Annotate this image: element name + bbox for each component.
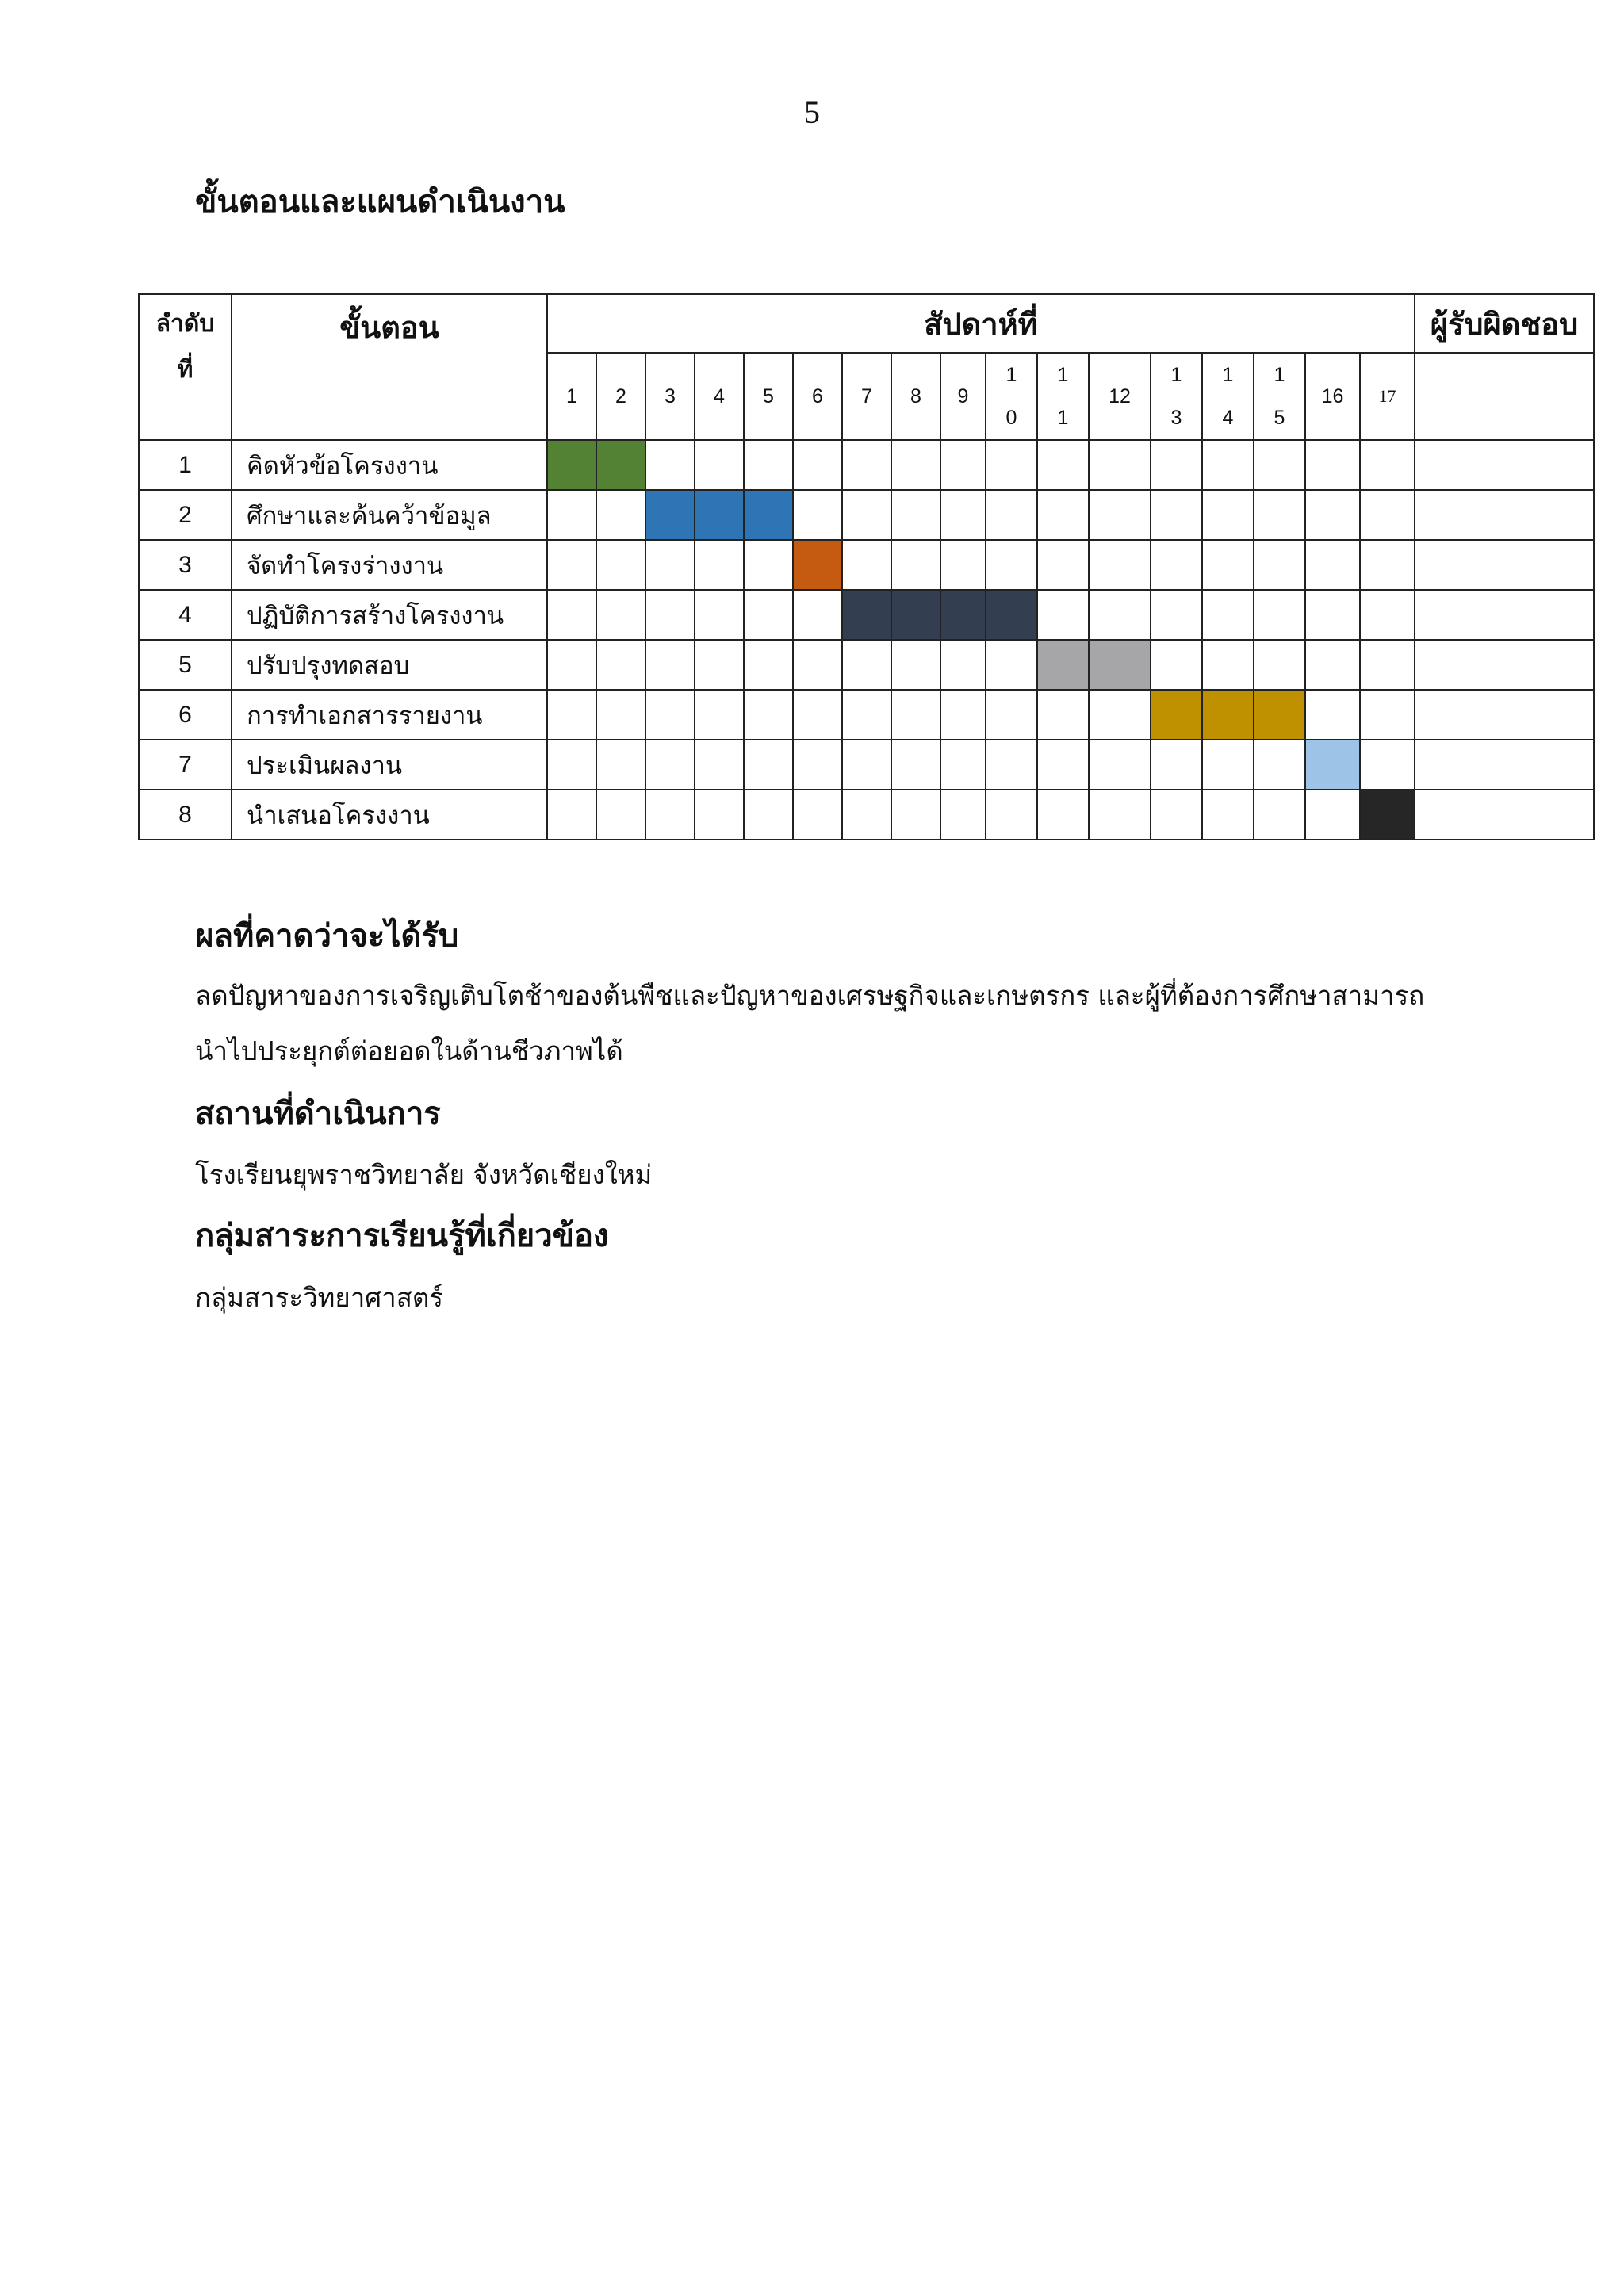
week-cell: [986, 540, 1037, 590]
week-header-6: 6: [793, 353, 842, 440]
week-cell: [986, 690, 1037, 740]
week-cell: [1254, 790, 1305, 840]
week-cell: [744, 440, 793, 490]
week-cell: [1037, 740, 1089, 790]
week-cell: [1360, 740, 1415, 790]
week-cell: [891, 640, 940, 690]
week-cell: [1089, 540, 1151, 590]
week-cell: [1151, 740, 1202, 790]
header-responsible-empty: [1415, 353, 1594, 440]
row-number: 3: [139, 540, 232, 590]
week-cell: [1254, 540, 1305, 590]
week-cell: [793, 640, 842, 690]
week-cell: [940, 640, 986, 690]
week-cell: [1202, 590, 1254, 640]
week-cell: [842, 790, 891, 840]
week-cell: [891, 440, 940, 490]
week-cell: [596, 740, 645, 790]
schedule-table: [138, 293, 1595, 840]
row-number: 6: [139, 690, 232, 740]
location-heading: สถานที่ดำเนินการ: [195, 1096, 441, 1132]
week-cell: [986, 790, 1037, 840]
plan-heading: ขั้นตอนและแผนดำเนินงาน: [195, 184, 565, 220]
table-row: [139, 440, 1594, 490]
week-cell: [645, 540, 695, 590]
week-cell: [1037, 790, 1089, 840]
week-cell: [1151, 490, 1202, 540]
row-number: 2: [139, 490, 232, 540]
week-cell: [695, 790, 744, 840]
week-cell: [596, 490, 645, 540]
responsible-cell: [1415, 490, 1594, 540]
week-header-11: 1 1: [1037, 353, 1089, 440]
week-cell: [1254, 640, 1305, 690]
week-cell: [891, 790, 940, 840]
week-cell: [695, 690, 744, 740]
location-text: โรงเรียนยุพราชวิทยาลัย จังหวัดเชียงใหม่: [195, 1159, 653, 1190]
header-weeks: สัปดาห์ที่: [547, 294, 1415, 353]
gantt-bar-cell: [645, 490, 695, 540]
week-cell: [1089, 490, 1151, 540]
responsible-cell: [1415, 790, 1594, 840]
week-cell: [940, 740, 986, 790]
gantt-bar-cell: [1202, 690, 1254, 740]
week-header-7: 7: [842, 353, 891, 440]
week-cell: [547, 690, 596, 740]
week-cell: [793, 740, 842, 790]
week-cell: [1360, 690, 1415, 740]
week-header-3: 3: [645, 353, 695, 440]
week-cell: [940, 790, 986, 840]
row-step: ปฏิบัติการสร้างโครงงาน: [232, 590, 547, 640]
week-cell: [1089, 690, 1151, 740]
row-number: 7: [139, 740, 232, 790]
gantt-bar-cell: [986, 590, 1037, 640]
week-cell: [940, 440, 986, 490]
week-cell: [842, 640, 891, 690]
week-cell: [891, 540, 940, 590]
week-cell: [793, 590, 842, 640]
week-cell: [1151, 540, 1202, 590]
week-cell: [1360, 540, 1415, 590]
week-cell: [596, 540, 645, 590]
week-cell: [1305, 640, 1360, 690]
week-cell: [1305, 540, 1360, 590]
week-header-4: 4: [695, 353, 744, 440]
row-number: 8: [139, 790, 232, 840]
week-cell: [744, 690, 793, 740]
gantt-bar-cell: [744, 490, 793, 540]
week-cell: [1151, 590, 1202, 640]
week-cell: [842, 740, 891, 790]
week-cell: [986, 490, 1037, 540]
page-number: 5: [804, 94, 820, 130]
gantt-bar-cell: [1151, 690, 1202, 740]
week-cell: [547, 490, 596, 540]
week-cell: [547, 740, 596, 790]
week-cell: [744, 590, 793, 640]
table-row: [139, 490, 1594, 540]
row-step: นำเสนอโครงงาน: [232, 790, 547, 840]
week-cell: [596, 790, 645, 840]
gantt-bar-cell: [1360, 790, 1415, 840]
week-cell: [695, 740, 744, 790]
week-cell: [1360, 640, 1415, 690]
week-cell: [1202, 740, 1254, 790]
week-cell: [891, 740, 940, 790]
week-cell: [645, 790, 695, 840]
week-cell: [1151, 790, 1202, 840]
week-cell: [1305, 490, 1360, 540]
row-number: 4: [139, 590, 232, 640]
week-cell: [1037, 590, 1089, 640]
week-cell: [1202, 640, 1254, 690]
week-cell: [645, 740, 695, 790]
week-cell: [645, 640, 695, 690]
expected-results-line1: ลดปัญหาของการเจริญเติบโตช้าของต้นพืชและปัญหาของเศรษฐกิจและเกษตรกร และผู้ที่ต้องการศึกษาสามารถ: [195, 980, 1425, 1011]
row-step: ศึกษาและค้นคว้าข้อมูล: [232, 490, 547, 540]
table-row: [139, 690, 1594, 740]
row-step: การทำเอกสารรายงาน: [232, 690, 547, 740]
week-cell: [940, 490, 986, 540]
week-cell: [842, 540, 891, 590]
week-header-8: 8: [891, 353, 940, 440]
week-cell: [596, 640, 645, 690]
responsible-cell: [1415, 590, 1594, 640]
week-cell: [986, 640, 1037, 690]
week-cell: [695, 440, 744, 490]
week-header-16: 16: [1305, 353, 1360, 440]
gantt-bar-cell: [1305, 740, 1360, 790]
gantt-bar-cell: [940, 590, 986, 640]
gantt-bar-cell: [695, 490, 744, 540]
gantt-bar-cell: [547, 440, 596, 490]
week-cell: [645, 440, 695, 490]
week-cell: [547, 640, 596, 690]
week-cell: [744, 540, 793, 590]
week-cell: [645, 690, 695, 740]
week-cell: [547, 790, 596, 840]
week-cell: [986, 740, 1037, 790]
week-header-5: 5: [744, 353, 793, 440]
week-header-15: 1 5: [1254, 353, 1305, 440]
week-cell: [1360, 490, 1415, 540]
week-cell: [645, 590, 695, 640]
row-number: 1: [139, 440, 232, 490]
expected-results-line2: นำไปประยุกต์ต่อยอดในด้านชีวภาพได้: [195, 1035, 623, 1066]
week-cell: [695, 540, 744, 590]
week-cell: [986, 440, 1037, 490]
week-cell: [1254, 490, 1305, 540]
row-number: 5: [139, 640, 232, 690]
week-cell: [547, 540, 596, 590]
week-cell: [1151, 640, 1202, 690]
gantt-bar-cell: [1089, 640, 1151, 690]
week-header-17: 17: [1360, 353, 1415, 440]
gantt-bar-cell: [891, 590, 940, 640]
week-header-1: 1: [547, 353, 596, 440]
gantt-bar-cell: [793, 540, 842, 590]
week-cell: [940, 540, 986, 590]
week-cell: [1037, 540, 1089, 590]
responsible-cell: [1415, 740, 1594, 790]
week-cell: [1037, 440, 1089, 490]
week-header-2: 2: [596, 353, 645, 440]
learning-area-heading: กลุ่มสาระการเรียนรู้ที่เกี่ยวข้อง: [195, 1218, 609, 1254]
week-cell: [1305, 790, 1360, 840]
week-cell: [1037, 690, 1089, 740]
week-cell: [793, 440, 842, 490]
learning-area-text: กลุ่มสาระวิทยาศาสตร์: [195, 1282, 444, 1313]
row-step: จัดทำโครงร่างงาน: [232, 540, 547, 590]
gantt-bar-cell: [842, 590, 891, 640]
week-cell: [744, 790, 793, 840]
week-header-12: 12: [1089, 353, 1151, 440]
week-cell: [1089, 440, 1151, 490]
responsible-cell: [1415, 440, 1594, 490]
week-cell: [1305, 590, 1360, 640]
week-header-13: 1 3: [1151, 353, 1202, 440]
week-cell: [793, 490, 842, 540]
week-cell: [842, 690, 891, 740]
table-row: [139, 740, 1594, 790]
week-cell: [596, 690, 645, 740]
table-row: [139, 640, 1594, 690]
week-cell: [695, 640, 744, 690]
week-cell: [1360, 590, 1415, 640]
week-cell: [744, 740, 793, 790]
week-cell: [1254, 590, 1305, 640]
header-responsible: ผู้รับผิดชอบ: [1415, 294, 1594, 353]
week-header-14: 1 4: [1202, 353, 1254, 440]
week-cell: [1151, 440, 1202, 490]
week-cell: [695, 590, 744, 640]
week-cell: [547, 590, 596, 640]
week-cell: [1202, 790, 1254, 840]
week-cell: [1305, 690, 1360, 740]
table-row: [139, 790, 1594, 840]
week-cell: [1254, 740, 1305, 790]
week-cell: [1360, 440, 1415, 490]
week-cell: [744, 640, 793, 690]
responsible-cell: [1415, 640, 1594, 690]
week-cell: [1254, 440, 1305, 490]
gantt-bar-cell: [596, 440, 645, 490]
table-row: [139, 590, 1594, 640]
week-cell: [596, 590, 645, 640]
week-cell: [1089, 790, 1151, 840]
week-cell: [891, 490, 940, 540]
row-step: ปรับปรุงทดสอบ: [232, 640, 547, 690]
gantt-bar-cell: [1254, 690, 1305, 740]
header-step: ขั้นตอน: [232, 294, 547, 440]
week-cell: [842, 490, 891, 540]
week-cell: [1089, 590, 1151, 640]
week-cell: [1202, 540, 1254, 590]
week-cell: [1202, 440, 1254, 490]
row-step: คิดหัวข้อโครงงาน: [232, 440, 547, 490]
responsible-cell: [1415, 690, 1594, 740]
week-header-9: 9: [940, 353, 986, 440]
gantt-bar-cell: [1037, 640, 1089, 690]
week-cell: [1202, 490, 1254, 540]
week-cell: [891, 690, 940, 740]
week-cell: [793, 790, 842, 840]
expected-results-heading: ผลที่คาดว่าจะได้รับ: [195, 918, 459, 955]
week-cell: [1305, 440, 1360, 490]
week-cell: [793, 690, 842, 740]
week-cell: [842, 440, 891, 490]
header-no: ลำดับ ที่: [139, 294, 232, 440]
week-cell: [1089, 740, 1151, 790]
table-row: [139, 540, 1594, 590]
week-cell: [1037, 490, 1089, 540]
responsible-cell: [1415, 540, 1594, 590]
week-header-10: 1 0: [986, 353, 1037, 440]
week-cell: [940, 690, 986, 740]
row-step: ประเมินผลงาน: [232, 740, 547, 790]
